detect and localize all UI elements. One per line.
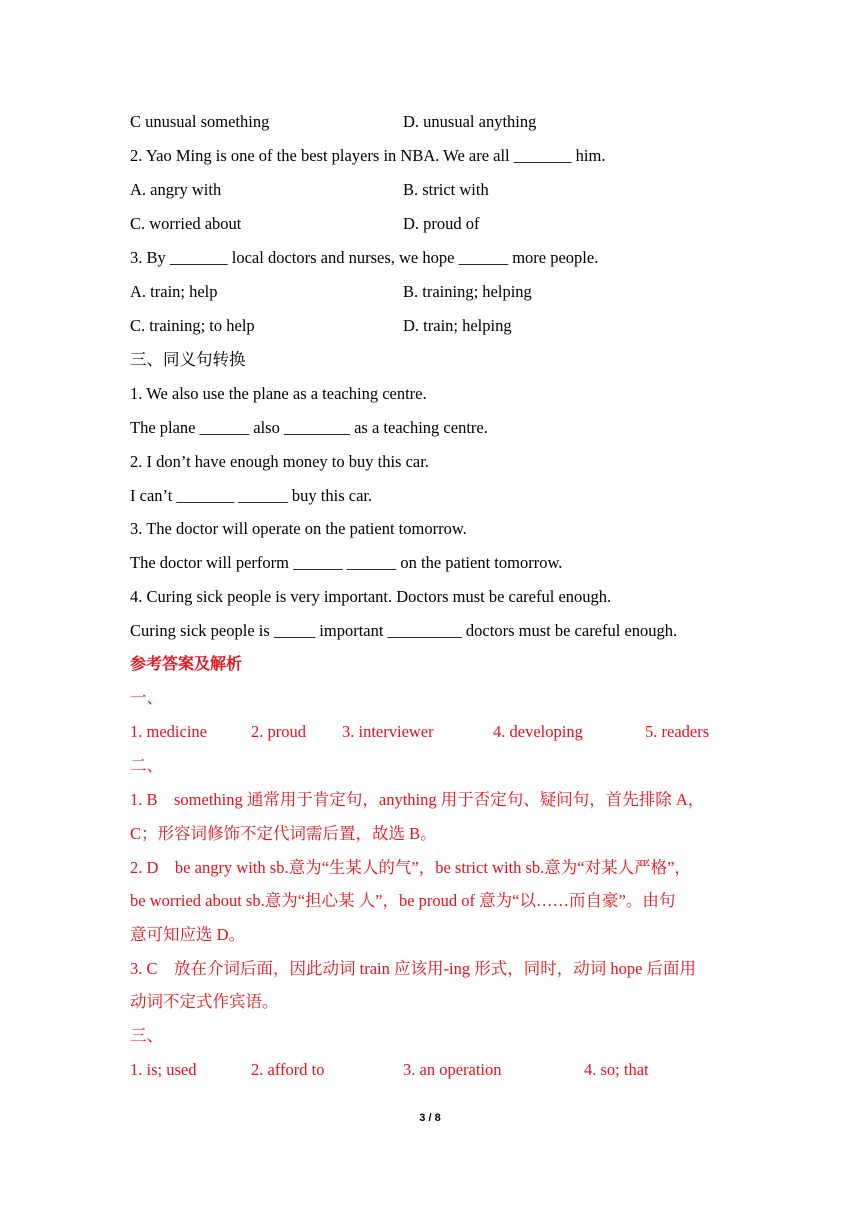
q2-stem: 2. Yao Ming is one of the best players in NBA. We are all _______ him. — [130, 146, 606, 165]
q2-option-d: D. proud of — [403, 214, 480, 233]
answers-part2-line6: 3. C 放在介词后面，因此动词 train 应该用-ing 形式，同时，动词 hope 后面用 — [130, 959, 697, 978]
s3-item3-rewrite: The doctor will perform ______ ______ on the patient tomorrow. — [130, 553, 563, 572]
s3-item4-rewrite: Curing sick people is _____ important _________ doctors must be careful enough. — [130, 621, 678, 640]
answers-part2-line5: 意可知应选 D。 — [130, 925, 246, 944]
answer-1-1: 1. medicine — [130, 722, 207, 741]
answers-part2-line4: be worried about sb.意为“担心某 人”，be proud of 意为“以……而自豪”。由句 — [130, 891, 676, 910]
answer-3-1: 1. is; used — [130, 1060, 197, 1079]
answers-title: 参考答案及解析 — [130, 654, 243, 673]
q3-option-a: A. train; help — [130, 282, 218, 301]
q3-option-c: C. training; to help — [130, 316, 255, 335]
answer-1-3: 3. interviewer — [342, 722, 434, 741]
answer-3-4: 4. so; that — [584, 1060, 649, 1079]
q2-option-b: B. strict with — [403, 180, 489, 199]
q3-option-b: B. training; helping — [403, 282, 532, 301]
answers-part2-line7: 动词不定式作宾语。 — [130, 992, 279, 1011]
section3-heading: 三、同义句转换 — [130, 350, 246, 369]
q1-option-d: D. unusual anything — [403, 112, 537, 131]
answer-1-4: 4. developing — [493, 722, 583, 741]
s3-item2-original: 2. I don’t have enough money to buy this car. — [130, 452, 429, 471]
s3-item3-original: 3. The doctor will operate on the patient tomorrow. — [130, 519, 467, 538]
answers-part2-line2: C；形容词修饰不定代词需后置，故选 B。 — [130, 824, 437, 843]
s3-item1-rewrite: The plane ______ also ________ as a teaching centre. — [130, 418, 488, 437]
answer-1-5: 5. readers — [645, 722, 710, 741]
answers-part2-line3: 2. D be angry with sb.意为“生某人的气”，be strict with sb.意为“对某人严格”， — [130, 858, 691, 877]
answers-part2-label: 二、 — [130, 756, 163, 775]
page-number: 3 / 8 — [419, 1112, 441, 1124]
answer-3-2: 2. afford to — [251, 1060, 325, 1079]
q2-option-c: C. worried about — [130, 214, 242, 233]
q3-option-d: D. train; helping — [403, 316, 512, 335]
s3-item2-rewrite: I can’t _______ ______ buy this car. — [130, 486, 373, 505]
answers-part3-label: 三、 — [130, 1026, 163, 1045]
s3-item4-original: 4. Curing sick people is very important. Doctors must be careful enough. — [130, 587, 612, 606]
answers-part2-line1: 1. B something 通常用于肯定句，anything 用于否定句、疑问句，首先排除 A， — [130, 790, 705, 809]
answer-3-3: 3. an operation — [403, 1060, 502, 1079]
q3-stem: 3. By _______ local doctors and nurses, we hope ______ more people. — [130, 248, 599, 267]
answers-part1-label: 一、 — [130, 688, 163, 707]
answer-1-2: 2. proud — [251, 722, 306, 741]
q1-option-c: C unusual something — [130, 112, 270, 131]
s3-item1-original: 1. We also use the plane as a teaching centre. — [130, 384, 427, 403]
q2-option-a: A. angry with — [130, 180, 222, 199]
